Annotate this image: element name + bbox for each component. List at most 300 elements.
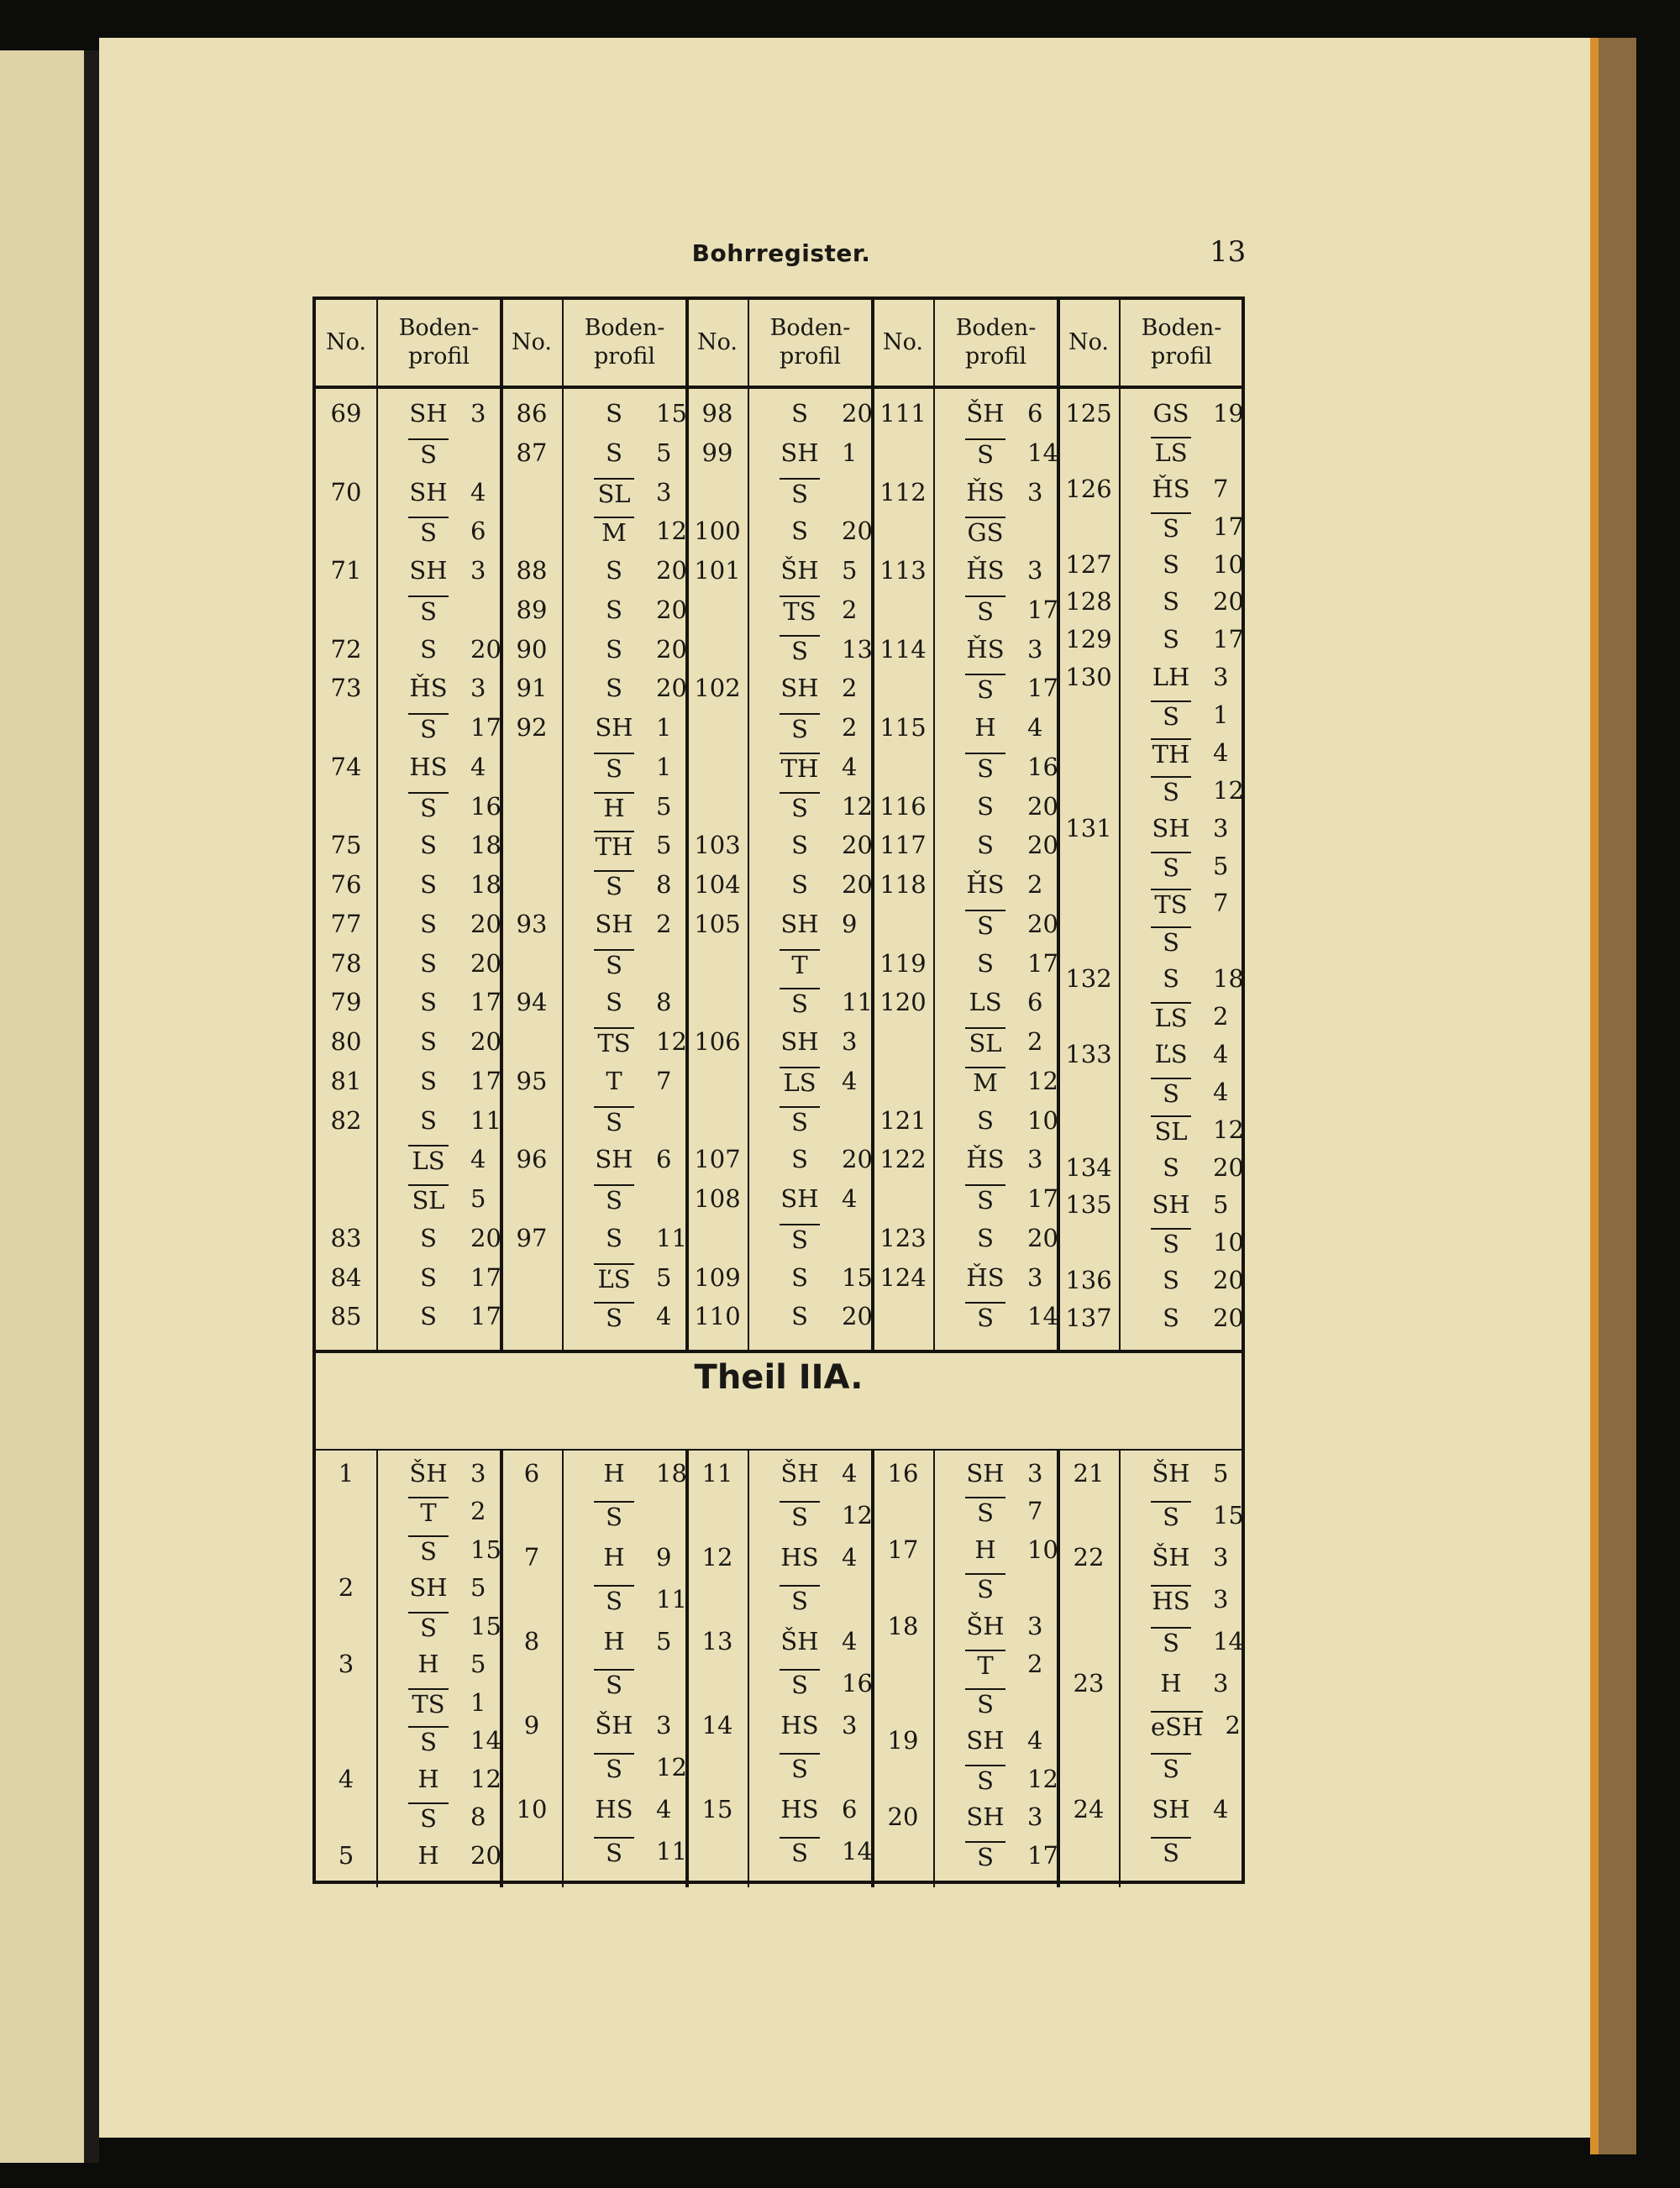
soil-symbol: SH [966, 1726, 1005, 1755]
soil-symbol: ŠH [1152, 1459, 1190, 1488]
header-no-label: No. [1068, 329, 1109, 356]
profile-layer [965, 399, 1042, 428]
profile-layer [1151, 587, 1244, 616]
soil-symbol: SH [409, 477, 448, 506]
profile-layer [965, 1535, 1058, 1564]
soil-symbol: S [420, 988, 437, 1017]
row-number: 130 [1065, 663, 1112, 692]
profile-layer [408, 1688, 486, 1718]
profile-layer [780, 1459, 857, 1488]
column-divider [748, 1451, 749, 1887]
layer-depth: 8 [656, 870, 672, 899]
profile-layer [1151, 1795, 1228, 1823]
soil-symbol: S [965, 1841, 1005, 1871]
soil-symbol: GS [1152, 399, 1189, 428]
soil-symbol: HS [780, 1795, 819, 1823]
row-number: 100 [694, 517, 741, 546]
row-number: 78 [330, 948, 362, 978]
soil-symbol: S [1151, 852, 1191, 882]
row-number: 97 [516, 1223, 548, 1252]
soil-symbol: S [1163, 549, 1179, 579]
row-number: 99 [701, 438, 733, 467]
layer-depth: 7 [1213, 889, 1229, 918]
row-number: 18 [887, 1611, 919, 1640]
layer-depth: 4 [470, 752, 486, 781]
profile-layer [965, 753, 1058, 783]
soil-symbol: S [1163, 587, 1179, 617]
profile-layer [965, 1067, 1058, 1097]
soil-symbol: S [977, 831, 994, 860]
column-divider [562, 300, 564, 1350]
soil-symbol: S [780, 1669, 820, 1699]
layer-depth: 2 [1213, 1002, 1229, 1031]
soil-symbol: T [606, 1066, 622, 1095]
soil-symbol: TS [1151, 889, 1191, 919]
soil-symbol: TH [780, 753, 819, 783]
row-number: 94 [516, 988, 548, 1017]
layer-depth: 2 [1027, 1650, 1043, 1679]
profile-layer [1151, 1459, 1228, 1488]
layer-depth: 2 [656, 909, 672, 938]
layer-depth: 14 [470, 1726, 501, 1755]
soil-symbol: SH [1152, 813, 1190, 842]
profile-layer [1151, 1266, 1244, 1294]
soil-symbol: S [1163, 964, 1179, 994]
layer-depth: 3 [1213, 1585, 1229, 1613]
layer-depth: 17 [470, 988, 501, 1017]
soil-symbol: S [420, 1066, 437, 1095]
soil-symbol: ȞS [1152, 474, 1190, 503]
row-number: 95 [516, 1066, 548, 1095]
layer-depth: 4 [1213, 1039, 1229, 1068]
layer-depth: 1 [842, 438, 858, 467]
header-no [873, 300, 933, 386]
row-number: 110 [694, 1302, 741, 1331]
layer-depth: 18 [470, 831, 501, 860]
row-number: 76 [330, 870, 362, 899]
layer-depth: 6 [1027, 988, 1043, 1017]
soil-symbol: ȞS [966, 1145, 1005, 1174]
layer-depth: 3 [1027, 1802, 1043, 1832]
soil-symbol: S [791, 1262, 808, 1292]
layer-depth: 1 [470, 1687, 486, 1717]
layer-depth: 20 [656, 595, 687, 624]
profile-layer [594, 1145, 671, 1173]
header-rule [316, 386, 1242, 389]
layer-depth: 4 [842, 1459, 858, 1488]
soil-symbol: S [965, 753, 1005, 783]
row-number: 79 [330, 988, 362, 1017]
layer-depth: 6 [656, 1145, 672, 1174]
profile-layer [594, 713, 671, 742]
layer-depth: 2 [1225, 1711, 1241, 1739]
soil-symbol: ŠH [1152, 1543, 1190, 1571]
soil-symbol: S [420, 831, 437, 860]
layer-depth: 3 [1213, 663, 1229, 692]
soil-symbol: S [780, 1753, 820, 1783]
soil-symbol: S [965, 438, 1005, 469]
soil-symbol: S [594, 1184, 634, 1215]
soil-symbol: H [603, 1543, 625, 1571]
row-number: 1 [338, 1459, 354, 1488]
profile-layer [965, 1688, 1027, 1718]
profile-layer [1151, 814, 1228, 842]
profile-layer [780, 988, 873, 1018]
soil-symbol: S [780, 713, 820, 743]
layer-depth: 3 [1027, 477, 1043, 506]
layer-depth: 9 [842, 909, 858, 938]
soil-symbol: SL [965, 1027, 1005, 1057]
soil-symbol: SH [409, 399, 448, 428]
profile-layer [965, 949, 1058, 978]
profile-layer [965, 1726, 1042, 1755]
soil-symbol: S [780, 478, 820, 508]
row-number: 17 [887, 1535, 919, 1564]
soil-symbol: S [791, 1145, 808, 1174]
profile-layer [1151, 437, 1213, 467]
row-number: 72 [330, 634, 362, 664]
profile-layer [1151, 1837, 1213, 1867]
soil-symbol: ŠH [595, 1711, 633, 1739]
layer-depth: 15 [842, 1262, 873, 1292]
soil-symbol: H [417, 1764, 439, 1793]
row-number: 21 [1073, 1459, 1105, 1488]
layer-depth: 20 [470, 634, 501, 664]
profile-layer [780, 635, 873, 665]
header-profil [376, 300, 501, 386]
layer-depth: 17 [1213, 512, 1244, 541]
profile-layer [780, 1585, 842, 1615]
profile-layer [965, 1459, 1042, 1488]
profile-layer [1151, 889, 1228, 919]
row-number: 12 [701, 1543, 733, 1571]
row-number: 22 [1073, 1543, 1105, 1571]
profile-layer [594, 1795, 671, 1823]
row-number: 73 [330, 674, 362, 703]
row-number: 80 [330, 1027, 362, 1056]
layer-depth: 14 [1213, 1627, 1244, 1655]
soil-symbol: S [780, 1837, 820, 1867]
header-profil-label: profil [1150, 344, 1213, 370]
row-number: 129 [1065, 625, 1112, 654]
layer-depth: 12 [1213, 1115, 1244, 1144]
column-divider [1119, 1451, 1121, 1887]
soil-symbol: S [965, 1688, 1005, 1718]
soil-symbol: LS [1151, 1002, 1191, 1032]
layer-depth: 12 [1027, 1066, 1058, 1095]
soil-symbol: S [594, 870, 634, 900]
soil-symbol: ȞS [966, 634, 1005, 664]
soil-symbol: SH [409, 1573, 448, 1603]
profile-layer [594, 478, 671, 508]
row-number: 123 [879, 1223, 927, 1252]
layer-depth: 5 [470, 1573, 486, 1603]
soil-symbol: SH [966, 1802, 1005, 1832]
soil-symbol: S [791, 831, 808, 860]
soil-symbol: S [1163, 625, 1179, 654]
soil-symbol: SL [408, 1184, 449, 1215]
profile-layer [780, 1027, 857, 1056]
soil-symbol: S [594, 1501, 634, 1531]
layer-depth: 3 [1213, 1669, 1229, 1697]
layer-depth: 4 [842, 752, 858, 781]
row-number: 5 [338, 1840, 354, 1870]
layer-depth: 6 [842, 1795, 858, 1823]
soil-symbol: S [420, 909, 437, 938]
layer-depth: 17 [470, 713, 501, 742]
profile-layer [408, 1841, 501, 1870]
profile-layer [1151, 1501, 1244, 1531]
soil-symbol: S [965, 596, 1005, 626]
layer-depth: 15 [656, 399, 687, 428]
profile-layer [594, 1184, 656, 1215]
profile-layer [594, 438, 671, 467]
layer-depth: 3 [656, 477, 672, 506]
layer-depth: 3 [1027, 1459, 1043, 1488]
profile-layer [594, 1711, 671, 1739]
profile-layer [780, 1224, 842, 1254]
header-no [501, 300, 562, 386]
layer-depth: 4 [470, 477, 486, 506]
soil-symbol: SL [1151, 1115, 1191, 1146]
soil-symbol: S [594, 1753, 634, 1783]
row-number: 103 [694, 831, 741, 860]
soil-symbol: S [420, 1223, 437, 1252]
profile-layer [780, 478, 842, 508]
profile-layer [780, 792, 873, 822]
header-no-label: No. [697, 329, 738, 356]
profile-layer [1151, 1627, 1244, 1657]
soil-symbol: SH [966, 1459, 1005, 1488]
header-no [1058, 300, 1119, 386]
layer-depth: 20 [1213, 1152, 1244, 1182]
layer-depth: 3 [470, 556, 486, 585]
profile-layer [965, 1765, 1058, 1795]
profile-layer [594, 1224, 687, 1252]
header-profil-label: profil [964, 344, 1027, 370]
column-divider [1119, 300, 1121, 1350]
soil-symbol: SH [1152, 1190, 1190, 1220]
layer-depth: 10 [1027, 1105, 1058, 1135]
row-number: 121 [879, 1105, 927, 1135]
section-rule [316, 1350, 1242, 1353]
profile-layer [1151, 512, 1244, 543]
row-number: 84 [330, 1262, 362, 1292]
column-divider [933, 1451, 935, 1887]
profile-layer [780, 1501, 873, 1531]
profile-layer [594, 831, 671, 861]
soil-symbol: M [965, 1067, 1005, 1097]
layer-depth: 3 [1027, 1611, 1043, 1640]
header-profil-label: Boden- [769, 315, 851, 342]
soil-symbol: LH [1152, 663, 1190, 692]
profile-layer [1151, 1228, 1244, 1258]
soil-symbol: S [977, 791, 994, 821]
group-divider [871, 300, 874, 1350]
profile-layer [408, 1067, 501, 1095]
soil-symbol: SL [594, 478, 634, 508]
soil-symbol: S [606, 399, 622, 428]
row-number: 133 [1065, 1039, 1112, 1068]
layer-depth: 2 [842, 713, 858, 742]
profile-layer [1151, 852, 1228, 882]
layer-depth: 2 [842, 595, 858, 624]
layer-depth: 7 [1027, 1497, 1043, 1526]
layer-depth: 17 [1027, 674, 1058, 703]
layer-depth: 16 [1027, 752, 1058, 781]
profile-layer [408, 1535, 501, 1566]
layer-depth: 20 [1213, 1304, 1244, 1333]
soil-symbol: S [780, 792, 820, 822]
layer-depth: 3 [470, 399, 486, 428]
profile-layer [594, 1106, 656, 1136]
profile-layer [408, 1650, 486, 1678]
soil-symbol: S [780, 988, 820, 1018]
soil-symbol: HS [1152, 1587, 1190, 1615]
header-no-label: No. [512, 329, 552, 356]
profile-layer [965, 1027, 1042, 1057]
profile-layer [408, 1145, 486, 1175]
soil-symbol: ȞS [409, 674, 448, 703]
layer-depth: 12 [656, 1753, 687, 1781]
layer-depth: 17 [1213, 625, 1244, 654]
layer-depth: 11 [656, 1585, 687, 1613]
profile-layer [408, 674, 486, 702]
profile-layer [780, 596, 857, 626]
profile-layer [965, 1802, 1042, 1831]
layer-depth: 5 [656, 1262, 672, 1292]
soil-symbol: LS [969, 988, 1002, 1017]
row-number: 137 [1065, 1304, 1112, 1333]
facing-page [0, 50, 84, 2163]
layer-depth: 18 [656, 1459, 687, 1488]
layer-depth: 2 [1027, 870, 1043, 899]
row-number: 15 [701, 1795, 733, 1823]
layer-depth: 17 [470, 1262, 501, 1292]
profile-layer [965, 556, 1042, 585]
profile-layer [965, 1106, 1058, 1135]
row-number: 92 [516, 713, 548, 742]
soil-symbol: LS [1151, 437, 1191, 467]
profile-layer [1151, 475, 1228, 503]
soil-symbol: S [420, 870, 437, 899]
layer-depth: 12 [656, 1027, 687, 1056]
profile-layer [780, 1145, 873, 1173]
row-number: 104 [694, 870, 741, 899]
profile-layer [594, 399, 687, 428]
soil-symbol: ŠH [780, 1459, 819, 1488]
soil-symbol: H [974, 713, 996, 742]
layer-depth: 4 [1027, 713, 1043, 742]
profile-layer [965, 1650, 1042, 1680]
soil-symbol: ĽS [594, 1263, 634, 1293]
profile-layer [780, 674, 857, 702]
layer-depth: 1 [656, 752, 672, 781]
profile-layer [1151, 1040, 1228, 1068]
row-number: 132 [1065, 964, 1112, 994]
soil-symbol: TH [1152, 739, 1190, 769]
soil-symbol: M [594, 517, 634, 547]
profile-layer [408, 988, 501, 1016]
profile-layer [965, 478, 1042, 506]
row-number: 116 [879, 791, 927, 821]
layer-depth: 5 [470, 1184, 486, 1213]
profile-layer [965, 1263, 1042, 1292]
row-number: 134 [1065, 1152, 1112, 1182]
profile-layer [594, 556, 687, 585]
layer-depth: 10 [1213, 1228, 1244, 1257]
profile-layer [594, 635, 687, 664]
soil-symbol: S [420, 1262, 437, 1292]
layer-depth: 15 [1213, 1501, 1244, 1530]
layer-depth: 5 [656, 1627, 672, 1655]
soil-symbol: S [791, 1302, 808, 1331]
soil-symbol: S [1151, 512, 1191, 543]
layer-depth: 20 [842, 1145, 873, 1174]
row-number: 136 [1065, 1266, 1112, 1295]
soil-symbol: eSH [1151, 1713, 1204, 1741]
row-number: 8 [523, 1627, 540, 1655]
layer-depth: 17 [470, 1302, 501, 1331]
layer-depth: 5 [656, 438, 672, 467]
column-divider [933, 300, 935, 1350]
soil-symbol: SH [595, 909, 633, 938]
profile-layer [965, 438, 1058, 469]
soil-symbol: S [594, 753, 634, 783]
soil-symbol: S [606, 595, 622, 624]
profile-layer [594, 1027, 687, 1057]
soil-symbol: SH [780, 438, 819, 467]
layer-depth: 4 [842, 1543, 858, 1571]
profile-layer [965, 1497, 1042, 1527]
soil-symbol: H [594, 792, 634, 822]
profile-layer [594, 1627, 671, 1655]
layer-depth: 20 [842, 831, 873, 860]
profile-layer [408, 792, 501, 822]
layer-depth: 18 [1213, 964, 1244, 994]
layer-depth: 12 [842, 1501, 873, 1530]
soil-symbol: TH [595, 832, 633, 862]
profile-layer [780, 399, 873, 428]
row-number: 85 [330, 1302, 362, 1331]
soil-symbol: S [780, 1501, 820, 1531]
soil-symbol: S [594, 1585, 634, 1615]
layer-depth: 16 [842, 1669, 873, 1697]
layer-depth: 3 [1027, 1145, 1043, 1174]
profile-layer [965, 988, 1042, 1016]
row-number: 91 [516, 674, 548, 703]
soil-symbol: S [408, 1802, 449, 1833]
profile-layer [408, 831, 501, 859]
soil-symbol: S [594, 1302, 634, 1332]
row-number: 119 [879, 948, 927, 978]
header-profil-label: Boden- [955, 315, 1037, 342]
soil-symbol: S [408, 713, 449, 743]
soil-symbol: TS [594, 1027, 634, 1057]
layer-depth: 15 [470, 1535, 501, 1564]
profile-layer [780, 1302, 873, 1330]
profile-layer [408, 1459, 486, 1488]
row-number: 131 [1065, 813, 1112, 842]
profile-layer [594, 792, 671, 822]
profile-layer [594, 1585, 687, 1615]
profile-layer [1151, 1190, 1228, 1219]
soil-symbol: S [780, 1106, 820, 1136]
row-number: 2 [338, 1573, 354, 1603]
profile-layer [408, 556, 486, 585]
layer-depth: 17 [470, 1066, 501, 1095]
soil-symbol: S [1163, 1266, 1179, 1295]
